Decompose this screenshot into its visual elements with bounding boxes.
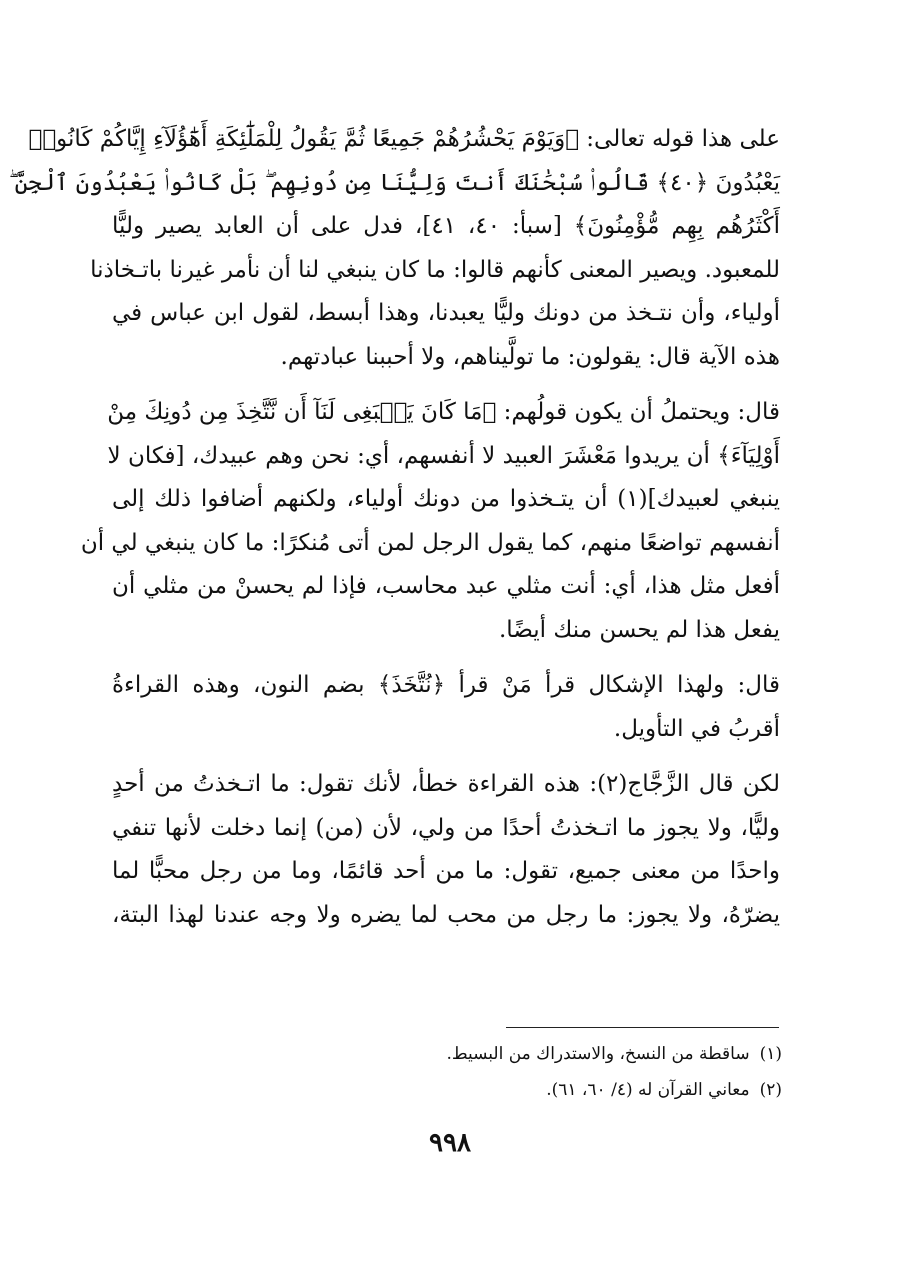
text-line: واحدًا من معنى جميع، تقول: ما من أحد قائمًا، وما من رجل محبًّا لما [112, 858, 780, 884]
text-line: أَكْثَرُهُم بِهِم مُّؤْمِنُونَ﴾ [سبأ: ٤٠، ٤١]، فدل على أن العابد يصير وليًّا [112, 213, 780, 239]
main-text [8, 118, 780, 949]
footnotes [182, 1036, 782, 1108]
page-number: ٩٩٨ [429, 1128, 471, 1158]
text-line: قال: ولهذا الإشكال قرأ مَنْ قرأ ﴿نُتَّخَذَ﴾ بضم النون، وهذه القراءةُ [112, 672, 780, 698]
paragraph-4 [112, 763, 780, 937]
text-line: على هذا قوله تعالى: ﴿وَيَوْمَ يَحْشُرُهُمْ جَمِيعًا ثُمَّ يَقُولُ لِلْمَلَٰٓئِكَةِ أَهَٰٓؤُلَآءِ إِيَّاكُمْ كَانُوا۟ [28, 126, 780, 152]
text-line: يضرّهُ، ولا يجوز: ما رجل من محب لما يضره ولا وجه عندنا لهذا البتة، [112, 901, 780, 928]
text-line: أولياء، وأن نتـخذ من دونك وليًّا يعبدنا، وهذا أبسط، لقول ابن عباس في [112, 300, 780, 326]
paragraph-1 [8, 118, 780, 379]
footnote-number: (١) [759, 1044, 782, 1064]
paragraph-2 [80, 391, 780, 652]
text-line: وليًّا، ولا يجوز ما اتـخذتُ أحدًا من ولي، لأن (من) إنما دخلت لأنها تنفي [112, 814, 780, 841]
text-line: أَوْلِيَآءَ﴾ أن يريدوا مَعْشَرَ العبيد لا أنفسهم، أي: نحن وهم عبيدك، [فكان لا [107, 442, 780, 469]
text-line: للمعبود. ويصير المعنى كأنهم قالوا: ما كان ينبغي لنا أن نأمر غيرنا باتـخاذنا [90, 256, 780, 283]
text-line: يفعل هذا لم يحسن منك أيضًا. [499, 616, 780, 643]
footnote-item [182, 1036, 782, 1072]
text-line: أفعل مثل هذا، أي: أنت مثلي عبد محاسب، فإذا لم يحسنْ من مثلي أن [112, 573, 780, 599]
footnote-number: (٢) [759, 1080, 782, 1100]
text-line: قال: ويحتملُ أن يكون قولُهم: ﴿مَا كَانَ يَنۢبَغِى لَنَآ أَن نَّتَّخِذَ مِن دُونِكَ مِنْ [107, 399, 780, 425]
text-line: أنفسهم تواضعًا منهم، كما يقول الرجل لمن أتى مُنكرًا: ما كان ينبغي لي أن [80, 529, 780, 556]
text-line: لكن قال الزَّجَّاج(٢): هذه القراءة خطأ، لأنك تقول: ما اتـخذتُ من أحدٍ [112, 771, 780, 797]
text-line: يَعْبُدُونَ ﴿٤٠﴾ قَالُوا۟ سُبْحَٰنَكَ أَنتَ وَلِيُّنَا مِن دُونِهِم ۖ بَلْ كَانُوا۟ يَعْبُدُونَ ٱلْجِنَّ ۖ [8, 169, 780, 196]
paragraph-3 [112, 664, 780, 751]
footnote-separator [506, 1027, 779, 1028]
text-line: ينبغي لعبيدك](١) أن يتـخذوا من دونك أولياء، ولكنهم أضافوا ذلك إلى [112, 486, 780, 512]
text-line: أقربُ في التأويل. [613, 715, 780, 742]
footnote-item [182, 1072, 782, 1108]
footnote-text: ساقطة من النسخ، والاستدراك من البسيط. [446, 1044, 750, 1064]
footnote-text: معاني القرآن له (٤/ ٦٠، ٦١). [546, 1080, 750, 1100]
text-line: هذه الآية قال: يقولون: ما تولَّيناهم، ولا أحببنا عبادتهم. [280, 343, 780, 370]
